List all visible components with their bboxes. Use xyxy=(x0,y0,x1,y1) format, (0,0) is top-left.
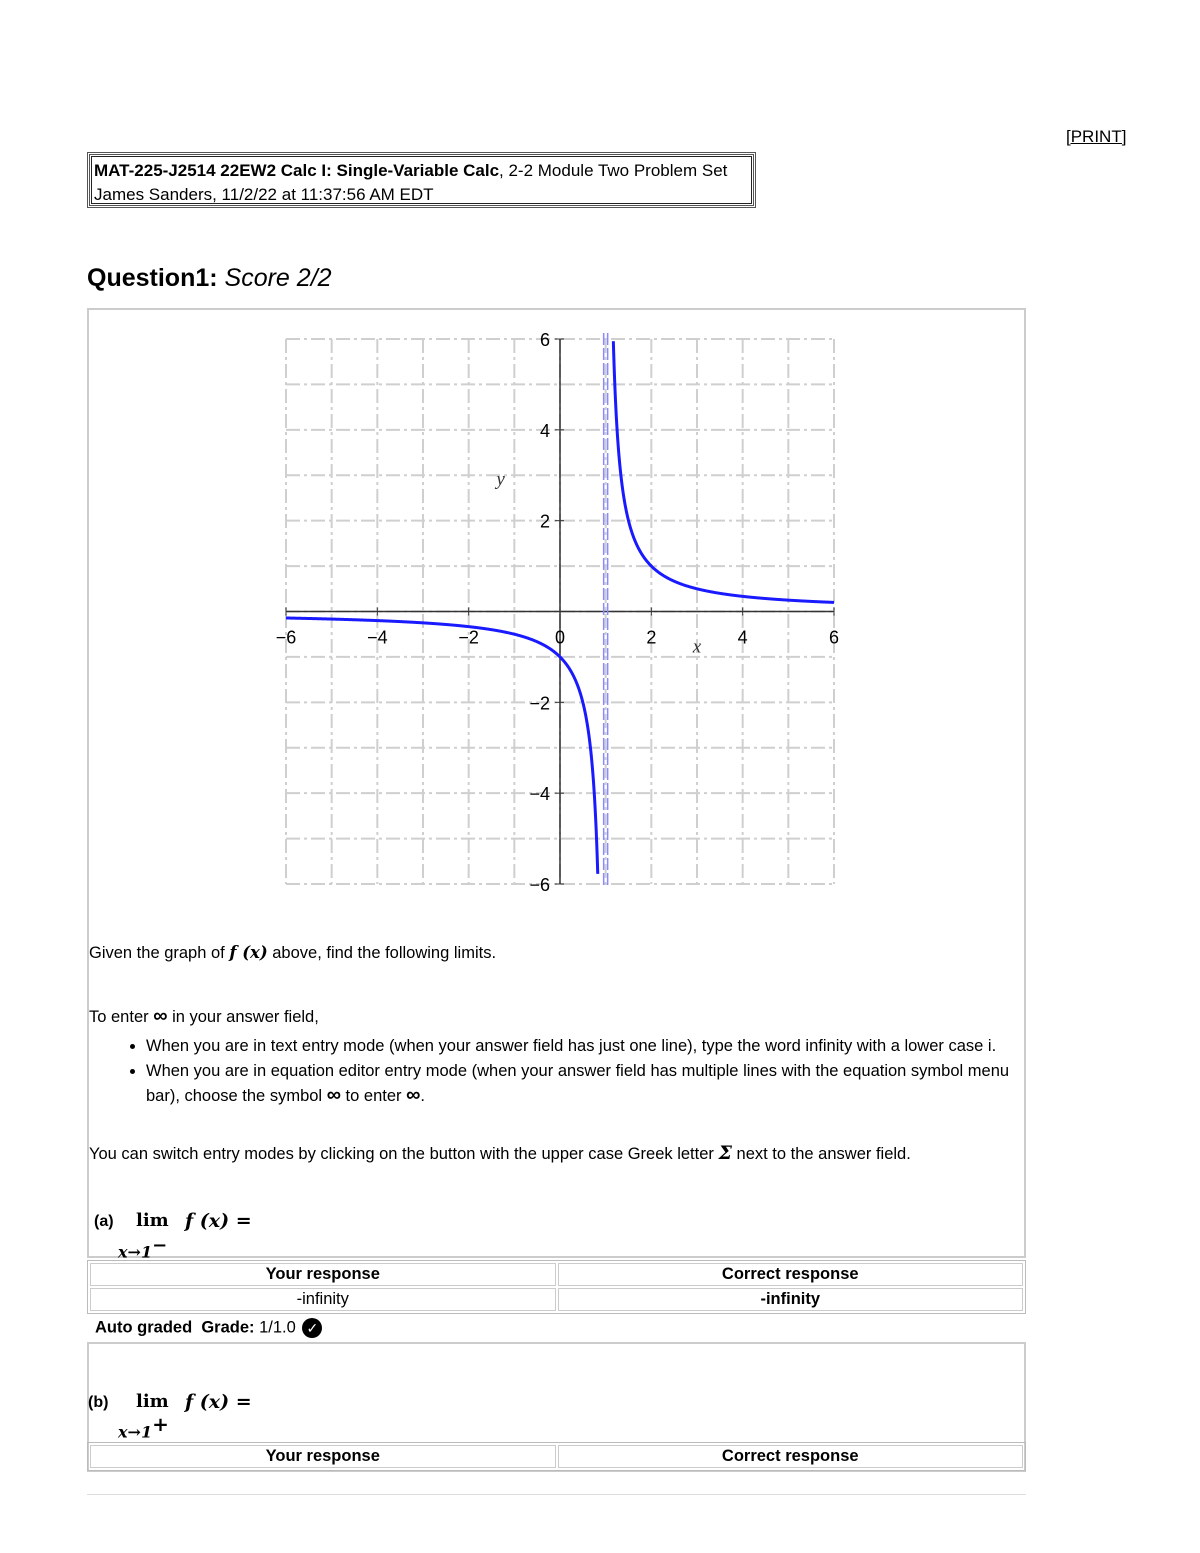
instruction-equation-mode: • When you are in equation editor entry mode (when your answer field has multiple lines with the equation symbol menu bar), choose the symbol ∞ to enter ∞. xyxy=(146,1059,1026,1108)
part-b-label: (b) xyxy=(88,1394,109,1411)
y-tick-label: −2 xyxy=(529,693,550,714)
part-a-lim: lim xyxy=(136,1210,169,1231)
sigma-icon: Σ xyxy=(718,1142,732,1164)
x-axis-label: x xyxy=(692,636,702,658)
x-tick-label: 6 xyxy=(828,627,840,648)
part-b-response-table xyxy=(87,1442,1026,1471)
footer-divider xyxy=(87,1494,1026,1495)
infinity-icon: ∞ xyxy=(153,1005,168,1027)
your-response-header: Your response xyxy=(90,1445,556,1468)
x-tick-label: −2 xyxy=(458,627,479,648)
instruction-list xyxy=(110,1034,1026,1109)
part-b-expression: f (x) = xyxy=(185,1391,252,1413)
correct-response-value: -infinity xyxy=(558,1288,1024,1311)
switch-mode-text: You can switch entry modes by clicking on the button with the upper case Greek letter Σ next to the answer field. xyxy=(89,1142,911,1164)
curve-right-branch xyxy=(613,341,834,602)
intro-text: Given the graph of f (x) above, find the following limits. xyxy=(89,943,497,962)
enter-infinity-text: To enter ∞ in your answer field, xyxy=(89,1005,319,1027)
y-tick-label: 4 xyxy=(539,420,550,441)
y-axis-label: y xyxy=(496,468,505,490)
x-tick-label: −4 xyxy=(367,627,388,648)
question-title: Question1: Score 2/2 xyxy=(87,264,332,292)
grade-value: 1/1.0 xyxy=(259,1318,296,1337)
function-graph xyxy=(268,325,848,895)
function-symbol: f (x) xyxy=(229,943,268,962)
your-response-header: Your response xyxy=(90,1263,556,1286)
assignment-name: , 2-2 Module Two Problem Set xyxy=(499,161,728,180)
part-b-lim-sub: x→1+ xyxy=(118,1412,169,1442)
assignment-header xyxy=(87,152,756,208)
x-tick-label: −6 xyxy=(275,627,297,648)
part-a-label: (a) xyxy=(94,1213,114,1230)
question-score: Score 2/2 xyxy=(224,264,332,292)
correct-response-header: Correct response xyxy=(558,1263,1024,1286)
part-a-lim-sub: x→1− xyxy=(118,1235,168,1262)
check-circle-icon: ✓ xyxy=(302,1318,322,1338)
student-line: James Sanders, 11/2/22 at 11:37:56 AM EDT xyxy=(94,185,434,204)
infinity-icon: ∞ xyxy=(406,1084,421,1106)
grade-line: Auto graded Grade: 1/1.0 ✓ xyxy=(95,1318,322,1338)
x-tick-label: 4 xyxy=(737,627,748,648)
correct-response-header: Correct response xyxy=(558,1445,1024,1468)
instruction-text-mode: • When you are in text entry mode (when your answer field has just one line), type the word infinity with a lower case i. xyxy=(146,1034,1026,1058)
x-tick-label: 0 xyxy=(554,627,566,648)
infinity-icon: ∞ xyxy=(326,1084,341,1106)
your-response-value: -infinity xyxy=(90,1288,556,1311)
y-tick-label: −6 xyxy=(529,875,550,895)
part-b-lim: lim xyxy=(136,1391,169,1412)
y-tick-label: 6 xyxy=(539,330,550,350)
x-tick-label: 2 xyxy=(646,627,657,648)
print-link[interactable]: [PRINT] xyxy=(1066,127,1127,146)
part-a-expression: f (x) = xyxy=(185,1210,252,1232)
y-tick-label: −4 xyxy=(529,784,550,805)
part-a-response-table xyxy=(87,1260,1026,1314)
y-tick-label: 2 xyxy=(539,511,550,532)
course-title: MAT-225-J2514 22EW2 Calc I: Single-Variable Calc xyxy=(94,161,500,180)
